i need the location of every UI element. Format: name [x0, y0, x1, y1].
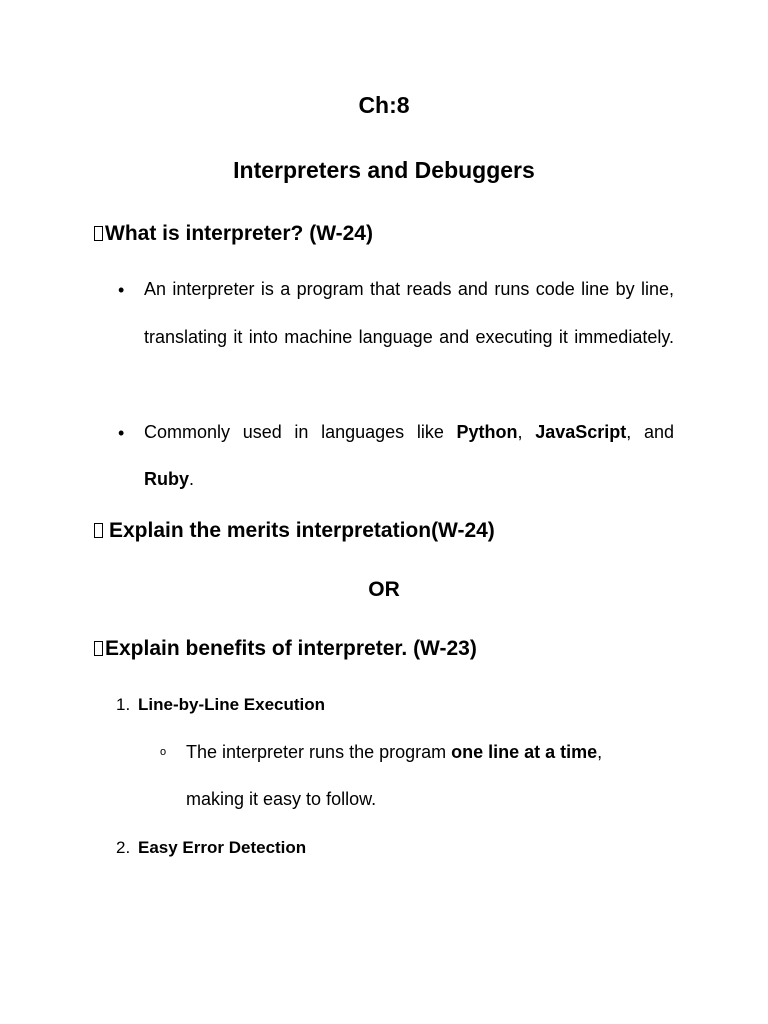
bullet-text: An interpreter is a program that reads and runs code line by line, translating it into machine language and executing it immediately. [144, 279, 674, 347]
section-heading-benefits [92, 635, 692, 663]
item-label: Line-by-Line Execution [138, 695, 326, 714]
sub-item-text: The interpreter runs the program one line at a time, [186, 742, 603, 762]
list-item [118, 409, 678, 505]
sub-item-text: making it easy to follow. [186, 789, 377, 809]
bullet-text-line2: Ruby. [144, 469, 195, 489]
section-heading-merits [92, 517, 692, 545]
bullet-icon: • [118, 280, 125, 300]
heading-text: What is interpreter? (W-24) [105, 222, 373, 245]
section-heading-what-is-interpreter [92, 220, 692, 248]
numbered-item [116, 692, 676, 718]
missing-glyph-icon [94, 523, 103, 538]
missing-glyph-icon [94, 641, 103, 656]
heading-text: Explain the merits interpretation(W-24) [109, 519, 495, 542]
or-separator: OR [368, 578, 400, 601]
heading-text: Explain benefits of interpreter. (W-23) [105, 637, 477, 660]
page-title: Interpreters and Debuggers [233, 157, 535, 183]
item-label: Easy Error Detection [138, 838, 307, 857]
chapter-number: Ch:8 [358, 92, 410, 118]
circle-bullet-icon: o [160, 746, 167, 758]
list-item [118, 266, 678, 410]
bullet-text-line1: Commonly used in languages like Python, JavaScript, and [144, 422, 674, 442]
item-number: 2. [116, 838, 131, 857]
missing-glyph-icon [94, 226, 103, 241]
item-number: 1. [116, 695, 131, 714]
numbered-item [116, 835, 676, 861]
bullet-icon: • [118, 423, 125, 443]
